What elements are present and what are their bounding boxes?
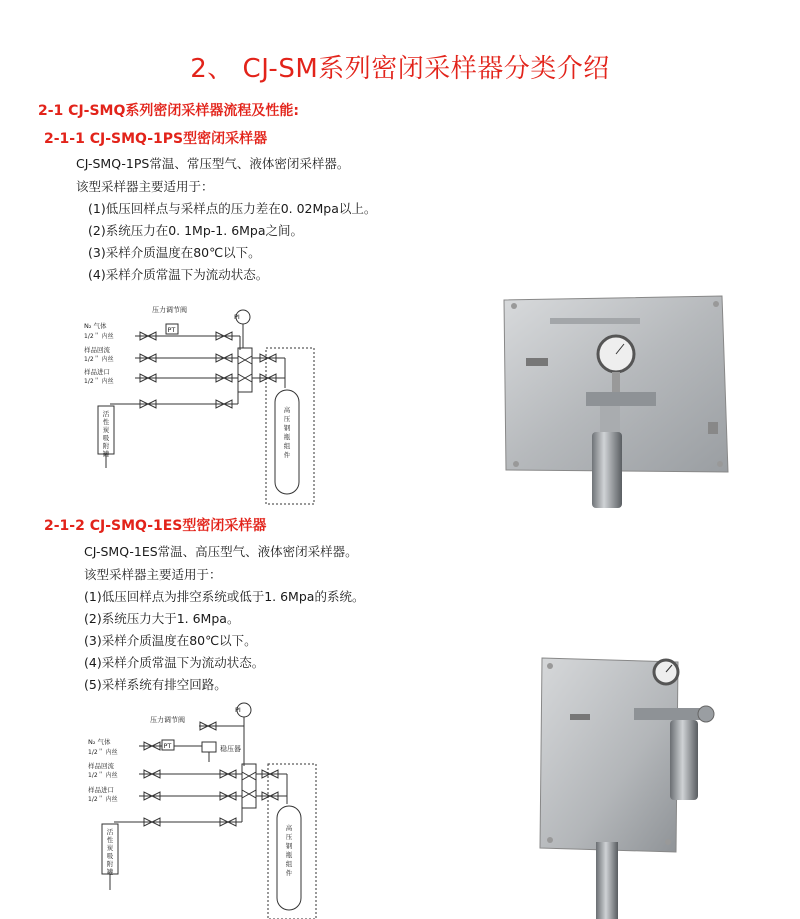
es-reducer-label: 稳压器 xyxy=(220,745,241,753)
es-flow-diagram xyxy=(84,700,344,919)
ps-carbon-char: 炭 xyxy=(102,426,110,434)
es-product-photo xyxy=(530,652,720,919)
es-carbon-char: 吸 xyxy=(106,852,114,860)
es-inlet-label: 样品进口 xyxy=(88,786,114,794)
ps-cylinder-char: 件 xyxy=(283,451,291,459)
ps-carbon-char: 活 xyxy=(102,410,110,418)
ps-cylinder-char: 压 xyxy=(283,415,291,423)
es-carbon-char: 性 xyxy=(106,836,114,844)
es-valve-label: 压力调节阀 xyxy=(150,716,185,724)
es-item: (4)采样介质常温下为流动状态。 xyxy=(84,655,265,670)
section-heading: 2-1 CJ-SMQ系列密闭采样器流程及性能: xyxy=(38,103,299,119)
ps-n2-label: N₂ 气体 xyxy=(84,322,107,330)
es-cylinder-char: 件 xyxy=(285,869,293,877)
es-item: (5)采样系统有排空回路。 xyxy=(84,677,227,692)
ps-inlet-label: 样品进口 xyxy=(84,368,110,376)
ps-item: (3)采样介质温度在80℃以下。 xyxy=(88,245,261,260)
es-carbon-char: 活 xyxy=(106,828,114,836)
ps-carbon-char: 罐 xyxy=(102,450,110,458)
es-pi-label: PI xyxy=(235,706,241,714)
ps-carbon-char: 附 xyxy=(102,442,110,450)
ps-n2-size: 1/2＂ 内丝 xyxy=(84,333,114,340)
ps-valve-label: 压力调节阀 xyxy=(152,306,187,314)
ps-return-label: 样品回流 xyxy=(84,346,110,354)
es-cylinder-char: 高 xyxy=(285,824,293,832)
es-cylinder-char: 钢 xyxy=(285,842,293,850)
es-cylinder-char: 组 xyxy=(285,860,293,868)
ps-cylinder-char: 钢 xyxy=(283,424,291,432)
ps-carbon-char: 吸 xyxy=(102,434,110,442)
es-intro: CJ-SMQ-1ES常温、高压型气、液体密闭采样器。 xyxy=(84,544,358,559)
es-cylinder-char: 压 xyxy=(285,833,293,841)
es-carbon-char: 炭 xyxy=(106,844,114,852)
ps-pi-label: PI xyxy=(234,313,240,321)
es-return-size: 1/2＂ 内丝 xyxy=(88,772,118,779)
es-n2-size: 1/2＂ 内丝 xyxy=(88,749,118,756)
ps-flow-diagram xyxy=(80,298,350,510)
es-item: (1)低压回样点为排空系统或低于1. 6Mpa的系统。 xyxy=(84,589,365,604)
ps-cylinder-char: 高 xyxy=(283,406,291,414)
ps-pt-label: PT xyxy=(167,326,176,334)
page-title: 2、 CJ-SM系列密闭采样器分类介绍 xyxy=(190,54,610,84)
ps-cylinder-char: 瓶 xyxy=(283,433,291,441)
ps-product-photo xyxy=(496,292,732,512)
es-return-label: 样品回流 xyxy=(88,762,114,770)
es-applies: 该型采样器主要适用于： xyxy=(84,567,222,582)
ps-item: (4)采样介质常温下为流动状态。 xyxy=(88,267,269,282)
ps-cylinder-char: 组 xyxy=(283,442,291,450)
ps-inlet-size: 1/2＂ 内丝 xyxy=(84,378,114,385)
ps-applies: 该型采样器主要适用于： xyxy=(76,179,214,194)
es-pt-label: PT xyxy=(163,742,172,750)
es-n2-label: N₂ 气体 xyxy=(88,738,111,746)
es-carbon-char: 附 xyxy=(106,860,114,868)
es-heading: 2-1-2 CJ-SMQ-1ES型密闭采样器 xyxy=(44,518,267,534)
ps-return-size: 1/2＂ 内丝 xyxy=(84,356,114,363)
ps-item: (1)低压回样点与采样点的压力差在0. 02Mpa以上。 xyxy=(88,201,377,216)
es-cylinder-char: 瓶 xyxy=(285,851,293,859)
ps-item: (2)系统压力在0. 1Mp-1. 6Mpa之间。 xyxy=(88,223,304,238)
es-inlet-size: 1/2＂ 内丝 xyxy=(88,796,118,803)
ps-heading: 2-1-1 CJ-SMQ-1PS型密闭采样器 xyxy=(44,131,268,147)
ps-carbon-char: 性 xyxy=(102,418,110,426)
es-carbon-char: 罐 xyxy=(106,868,114,876)
es-item: (3)采样介质温度在80℃以下。 xyxy=(84,633,257,648)
ps-intro: CJ-SMQ-1PS常温、常压型气、液体密闭采样器。 xyxy=(76,156,350,171)
es-item: (2)系统压力大于1. 6Mpa。 xyxy=(84,611,240,626)
